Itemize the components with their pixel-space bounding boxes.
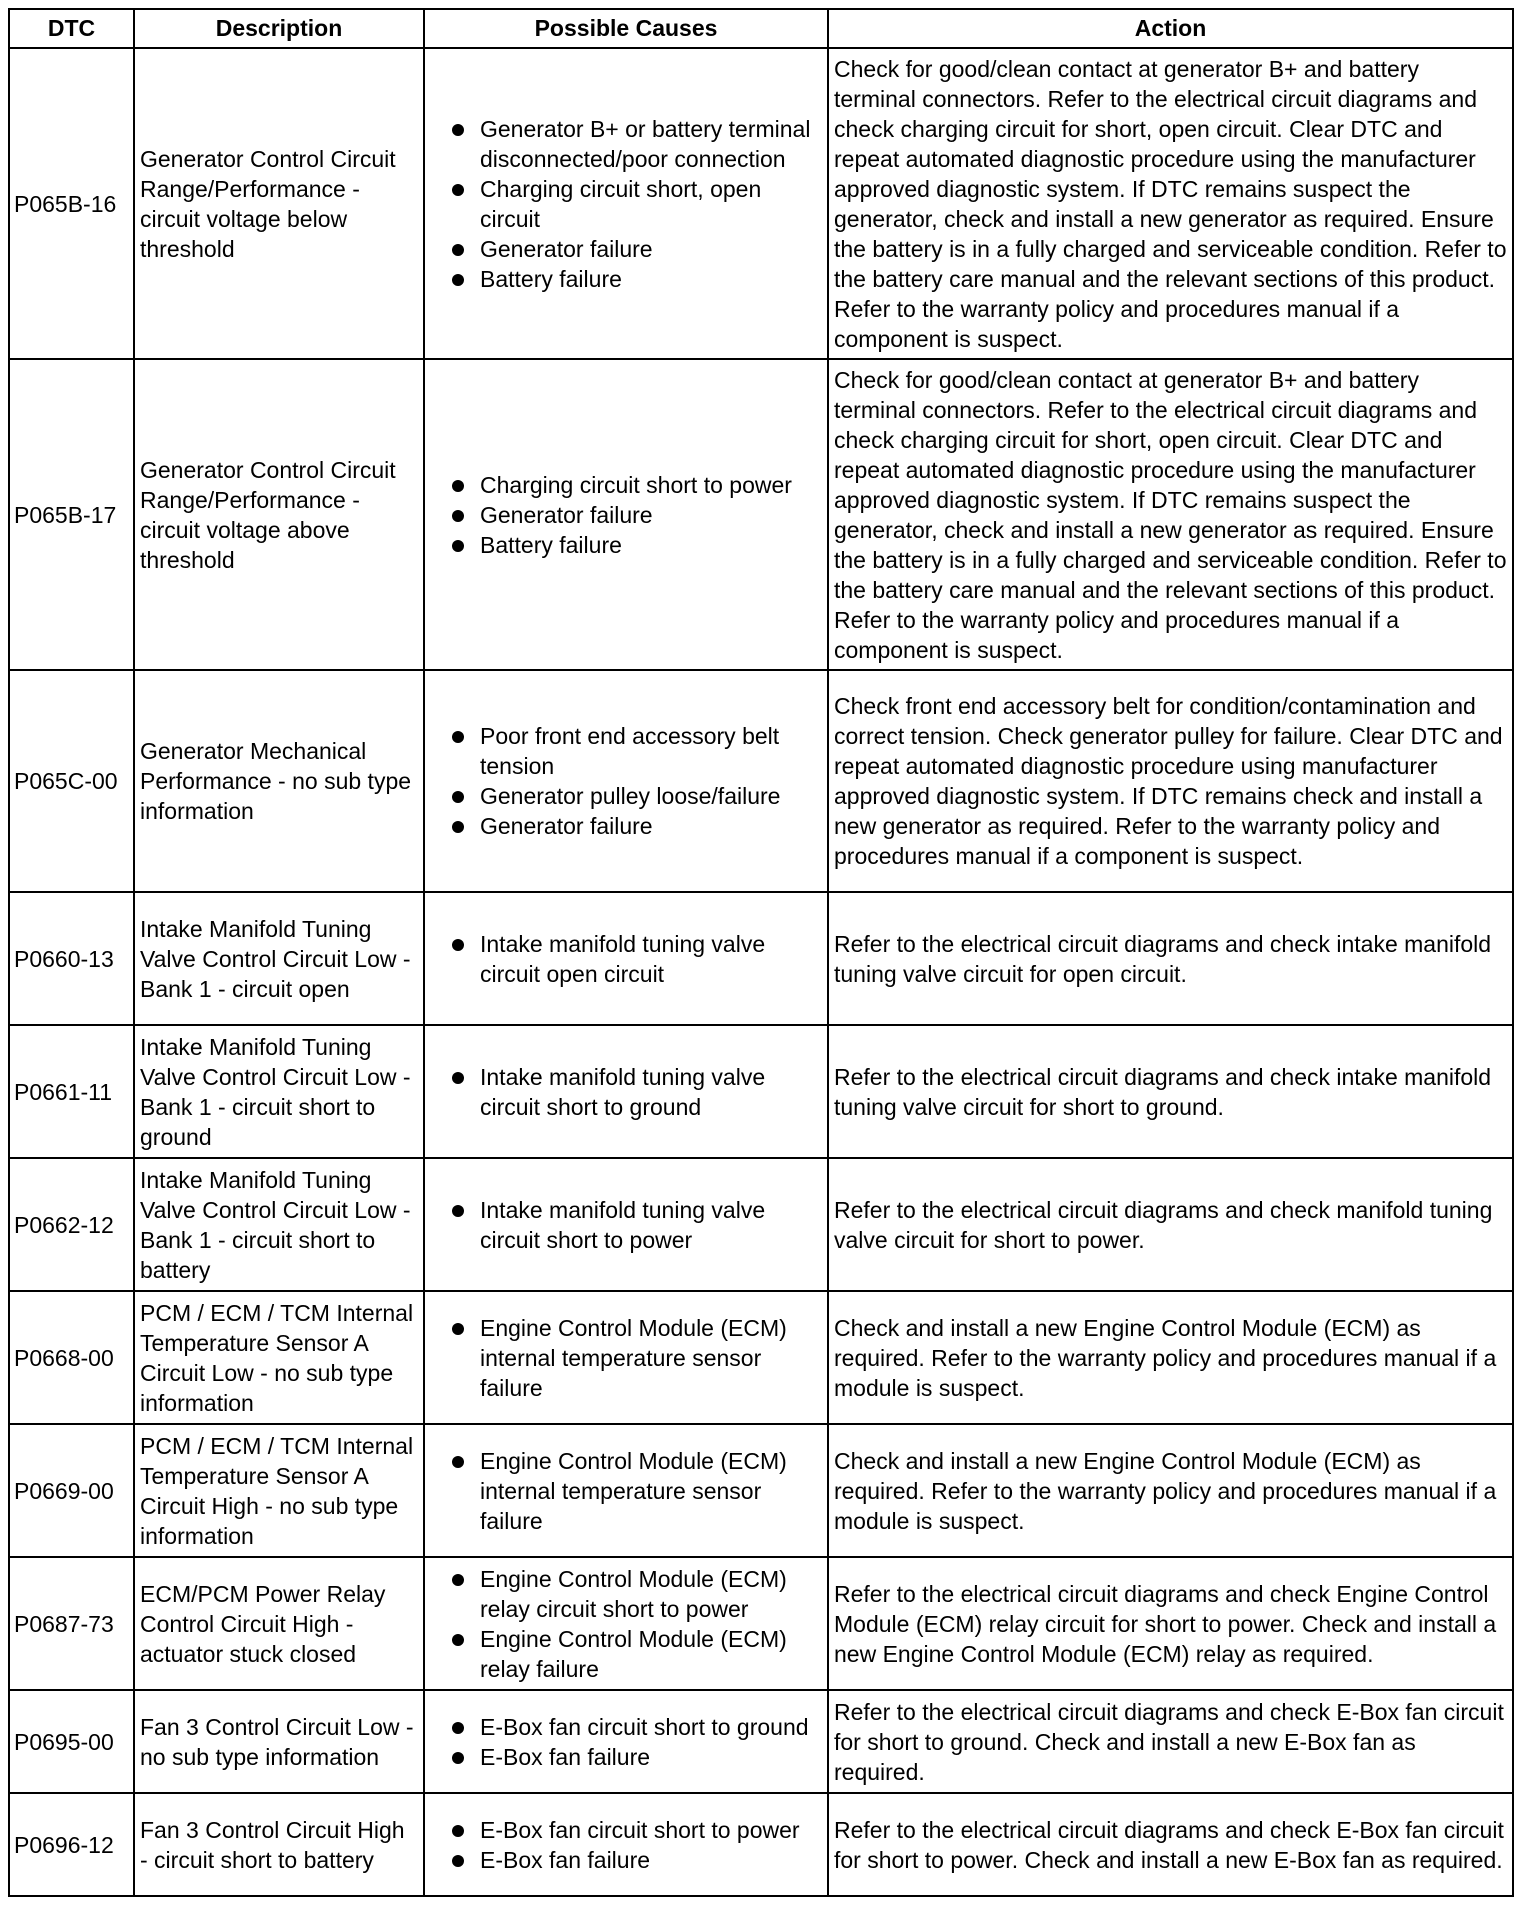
cause-item: [444, 781, 822, 811]
dtc-code: P0660-13: [9, 892, 134, 1025]
possible-causes-list: [430, 1712, 822, 1772]
bullet-icon: [452, 1072, 464, 1084]
cause-text: E-Box fan circuit short to power: [480, 1816, 800, 1843]
cause-item: [444, 470, 822, 500]
possible-causes-cell: [424, 892, 828, 1025]
cause-text: Generator failure: [480, 501, 653, 528]
bullet-icon: [452, 480, 464, 492]
table-row: [9, 1424, 1513, 1557]
dtc-code: P0687-73: [9, 1557, 134, 1690]
dtc-action: Refer to the electrical circuit diagrams and check intake manifold tuning valve circuit for short to ground.: [828, 1025, 1513, 1158]
dtc-code: P0695-00: [9, 1690, 134, 1793]
dtc-action: Refer to the electrical circuit diagrams and check Engine Control Module (ECM) relay circuit for short to power. Check and install a new Engine Control Module (ECM) relay as required.: [828, 1557, 1513, 1690]
table-row: [9, 48, 1513, 359]
cause-text: Generator failure: [480, 813, 653, 839]
cause-text: E-Box fan circuit short to ground: [480, 1713, 809, 1740]
dtc-description: Intake Manifold Tuning Valve Control Circuit Low - Bank 1 - circuit open: [134, 892, 424, 1025]
table-row: [9, 1557, 1513, 1690]
bullet-icon: [452, 274, 464, 286]
possible-causes-cell: [424, 1424, 828, 1557]
possible-causes-cell: [424, 1158, 828, 1291]
table-row: [9, 892, 1513, 1025]
bullet-icon: [452, 1323, 464, 1335]
bullet-icon: [452, 1456, 464, 1468]
bullet-icon: [452, 244, 464, 256]
cause-item: [444, 1712, 822, 1742]
dtc-description: Generator Mechanical Performance - no sub type information: [134, 670, 424, 892]
dtc-description: PCM / ECM / TCM Internal Temperature Sensor A Circuit High - no sub type information: [134, 1424, 424, 1557]
bullet-icon: [452, 1634, 464, 1646]
table-row: [9, 1025, 1513, 1158]
possible-causes-list: [430, 1062, 822, 1122]
dtc-action: Refer to the electrical circuit diagrams and check E-Box fan circuit for short to ground. Check and install a new E-Box fan as required.: [828, 1690, 1513, 1793]
cause-item: [444, 721, 822, 781]
bullet-icon: [452, 1752, 464, 1764]
bullet-icon: [452, 731, 464, 743]
dtc-description: Fan 3 Control Circuit High - circuit short to battery: [134, 1793, 424, 1896]
bullet-icon: [452, 1855, 464, 1867]
cause-item: [444, 929, 822, 989]
cause-text: Charging circuit short to power: [480, 471, 792, 498]
cause-item: [444, 1313, 822, 1403]
bullet-icon: [452, 939, 464, 951]
bullet-icon: [452, 124, 464, 136]
cause-text: E-Box fan failure: [480, 1846, 651, 1873]
table-row: [9, 1690, 1513, 1793]
dtc-code: P0669-00: [9, 1424, 134, 1557]
dtc-description: Generator Control Circuit Range/Performance - circuit voltage below threshold: [134, 48, 424, 359]
table-row: [9, 1158, 1513, 1291]
dtc-description: PCM / ECM / TCM Internal Temperature Sensor A Circuit Low - no sub type information: [134, 1291, 424, 1424]
possible-causes-list: [430, 1446, 822, 1536]
dtc-description: Intake Manifold Tuning Valve Control Circuit Low - Bank 1 - circuit short to battery: [134, 1158, 424, 1291]
possible-causes-cell: [424, 1025, 828, 1158]
cause-item: [444, 1624, 822, 1684]
table-row: [9, 359, 1513, 670]
possible-causes-list: [430, 1313, 822, 1403]
possible-causes-cell: [424, 48, 828, 359]
dtc-table: [8, 8, 1514, 1897]
possible-causes-list: [430, 1815, 822, 1875]
cause-item: [444, 1564, 822, 1624]
dtc-action: Refer to the electrical circuit diagrams and check intake manifold tuning valve circuit for open circuit.: [828, 892, 1513, 1025]
cause-text: Battery failure: [480, 531, 622, 558]
cause-item: [444, 530, 822, 560]
bullet-icon: [452, 1205, 464, 1217]
cause-text: E-Box fan failure: [480, 1743, 651, 1770]
table-row: [9, 1793, 1513, 1896]
dtc-action: Check and install a new Engine Control Module (ECM) as required. Refer to the warranty policy and procedures manual if a module is suspect.: [828, 1424, 1513, 1557]
cause-item: [444, 1195, 822, 1255]
dtc-action: Check for good/clean contact at generator B+ and battery terminal connectors. Refer to the electrical circuit diagrams and check charging circuit for short, open circuit. Clear DTC and repeat automated diagnostic procedure using the manufacturer approved diagnostic system. If DTC remains suspect the generator, check and install a new generator as required. Ensure the battery is in a fully charged and serviceable condition. Refer to the battery care manual and the relevant sections of this product. Refer to the warranty policy and procedures manual if a component is suspect.: [828, 48, 1513, 359]
dtc-code: P065B-17: [9, 359, 134, 670]
bullet-icon: [452, 540, 464, 552]
cause-text: Intake manifold tuning valve circuit open circuit: [480, 930, 766, 987]
possible-causes-cell: [424, 359, 828, 670]
cause-item: [444, 234, 822, 264]
cause-item: [444, 1815, 822, 1845]
dtc-description: Fan 3 Control Circuit Low - no sub type information: [134, 1690, 424, 1793]
dtc-description: ECM/PCM Power Relay Control Circuit High - actuator stuck closed: [134, 1557, 424, 1690]
cause-text: Poor front end accessory belt tension: [480, 723, 780, 779]
dtc-action: Refer to the electrical circuit diagrams and check manifold tuning valve circuit for short to power.: [828, 1158, 1513, 1291]
dtc-action: Check for good/clean contact at generator B+ and battery terminal connectors. Refer to the electrical circuit diagrams and check charging circuit for short, open circuit. Clear DTC and repeat automated diagnostic procedure using the manufacturer approved diagnostic system. If DTC remains suspect the generator, check and install a new generator as required. Ensure the battery is in a fully charged and serviceable condition. Refer to the battery care manual and the relevant sections of this product. Refer to the warranty policy and procedures manual if a component is suspect.: [828, 359, 1513, 670]
possible-causes-list: [430, 470, 822, 560]
bullet-icon: [452, 184, 464, 196]
table-body: [9, 48, 1513, 1896]
possible-causes-cell: [424, 1690, 828, 1793]
possible-causes-cell: [424, 670, 828, 892]
cause-text: Generator pulley loose/failure: [480, 783, 781, 809]
dtc-action: Check and install a new Engine Control Module (ECM) as required. Refer to the warranty policy and procedures manual if a module is suspect.: [828, 1291, 1513, 1424]
dtc-action: Refer to the electrical circuit diagrams and check E-Box fan circuit for short to power. Check and install a new E-Box fan as required.: [828, 1793, 1513, 1896]
dtc-code: P0661-11: [9, 1025, 134, 1158]
possible-causes-cell: [424, 1291, 828, 1424]
dtc-code: P0668-00: [9, 1291, 134, 1424]
header-action: Action: [828, 9, 1513, 48]
cause-text: Intake manifold tuning valve circuit short to power: [480, 1196, 766, 1253]
cause-text: Engine Control Module (ECM) relay circuit short to power: [480, 1565, 787, 1622]
possible-causes-list: [430, 721, 822, 841]
cause-text: Engine Control Module (ECM) internal temperature sensor failure: [480, 1447, 787, 1534]
dtc-code: P0662-12: [9, 1158, 134, 1291]
bullet-icon: [452, 821, 464, 833]
cause-text: Engine Control Module (ECM) internal temperature sensor failure: [480, 1314, 787, 1401]
dtc-code: P0696-12: [9, 1793, 134, 1896]
dtc-action: Check front end accessory belt for condition/contamination and correct tension. Check generator pulley for failure. Clear DTC and repeat automated diagnostic procedure using manufacturer approved diagnostic system. If DTC remains check and install a new generator as required. Refer to the warranty policy and procedures manual if a component is suspect.: [828, 670, 1513, 892]
cause-text: Generator B+ or battery terminal disconnected/poor connection: [480, 115, 811, 172]
bullet-icon: [452, 1574, 464, 1586]
cause-text: Charging circuit short, open circuit: [480, 175, 762, 232]
bullet-icon: [452, 510, 464, 522]
cause-text: Engine Control Module (ECM) relay failure: [480, 1625, 787, 1682]
dtc-code: P065B-16: [9, 48, 134, 359]
dtc-table-document: [8, 8, 1514, 1897]
possible-causes-cell: [424, 1557, 828, 1690]
cause-text: Intake manifold tuning valve circuit short to ground: [480, 1063, 766, 1120]
cause-item: [444, 811, 822, 841]
possible-causes-list: [430, 929, 822, 989]
possible-causes-list: [430, 1564, 822, 1684]
dtc-code: P065C-00: [9, 670, 134, 892]
cause-item: [444, 114, 822, 174]
table-header-row: [9, 9, 1513, 48]
bullet-icon: [452, 1825, 464, 1837]
header-description: Description: [134, 9, 424, 48]
bullet-icon: [452, 791, 464, 803]
table-row: [9, 670, 1513, 892]
possible-causes-list: [430, 1195, 822, 1255]
dtc-description: Intake Manifold Tuning Valve Control Circuit Low - Bank 1 - circuit short to ground: [134, 1025, 424, 1158]
cause-item: [444, 500, 822, 530]
cause-item: [444, 1446, 822, 1536]
cause-text: Generator failure: [480, 235, 653, 262]
header-possible-causes: Possible Causes: [424, 9, 828, 48]
cause-item: [444, 1742, 822, 1772]
table-row: [9, 1291, 1513, 1424]
bullet-icon: [452, 1722, 464, 1734]
cause-item: [444, 264, 822, 294]
header-dtc: DTC: [9, 9, 134, 48]
cause-text: Battery failure: [480, 265, 622, 292]
possible-causes-list: [430, 114, 822, 294]
cause-item: [444, 1845, 822, 1875]
cause-item: [444, 174, 822, 234]
cause-item: [444, 1062, 822, 1122]
possible-causes-cell: [424, 1793, 828, 1896]
dtc-description: Generator Control Circuit Range/Performance - circuit voltage above threshold: [134, 359, 424, 670]
